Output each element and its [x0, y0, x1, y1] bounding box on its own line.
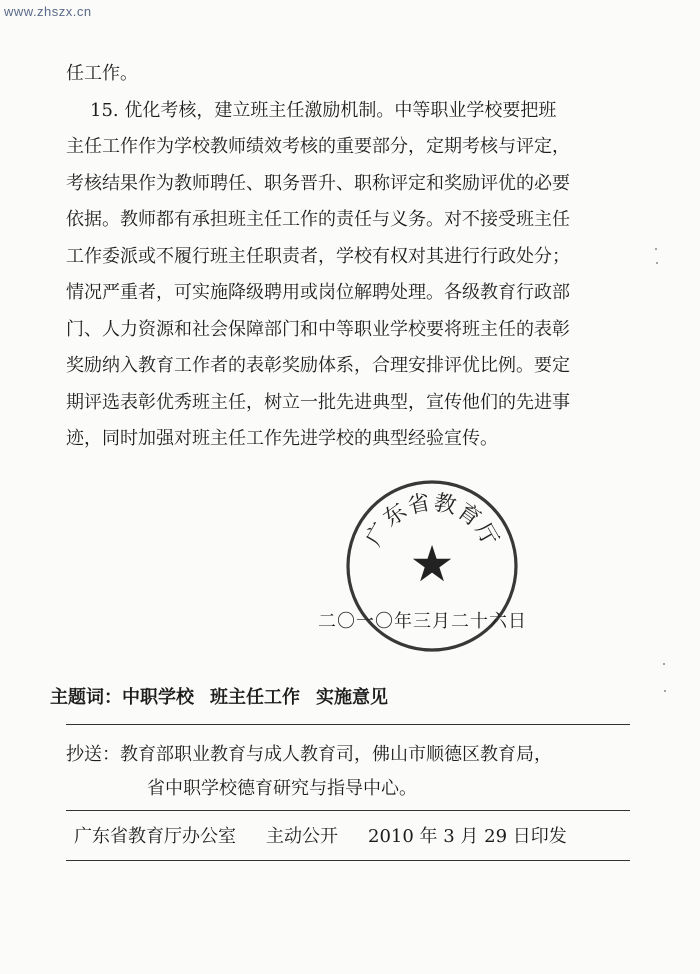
body-line: 考核结果作为教师聘任、职务晋升、职称评定和奖励评优的必要 [66, 172, 570, 194]
divider [66, 810, 630, 811]
body-line: 门、人力资源和社会保障部门和中等职业学校要将班主任的表彰 [66, 318, 570, 340]
body-line: 15. 优化考核，建立班主任激励机制。中等职业学校要把班 [90, 99, 557, 121]
official-seal [344, 478, 520, 654]
body-line: 迹，同时加强对班主任工作先进学校的典型经验宣传。 [66, 428, 498, 449]
keyword: 中职学校 [122, 687, 194, 708]
keyword: 实施意见 [316, 687, 388, 708]
keywords-label: 主题词： [50, 687, 122, 708]
body-line: 奖励纳入教育工作者的表彰奖励体系，合理安排评优比例。要定 [66, 355, 570, 376]
seal-character: 厅 [469, 518, 503, 551]
seal-star-icon: ★ [409, 535, 455, 593]
document-body [66, 56, 646, 458]
body-line: 主任工作作为学校教师绩效考核的重要部分，定期考核与评定， [66, 136, 570, 157]
body-line: 任工作。 [66, 63, 138, 84]
seal-character: 教 [431, 490, 459, 520]
body-line: 情况严重者，可实施降级聘用或岗位解聘处理。各级教育行政部 [66, 282, 570, 303]
cc-recipients: 省中职学校德育研究与指导中心。 [147, 778, 417, 799]
cc-recipients: 教育部职业教育与成人教育司，佛山市顺德区教育局， [120, 744, 552, 765]
keyword: 班主任工作 [210, 687, 300, 708]
body-line: 工作委派或不履行班主任职责者，学校有权对其进行行政处分； [66, 245, 570, 267]
divider [66, 860, 630, 861]
seal-character: 广 [361, 518, 395, 551]
subject-keywords [50, 683, 388, 709]
seal-character: 东 [379, 498, 412, 532]
cc-block [66, 738, 646, 806]
print-date: 2010 年 3 月 29 日印发 [368, 826, 567, 847]
cc-label: 抄送： [66, 744, 120, 765]
disclosure-type: 主动公开 [266, 826, 338, 847]
seal-character: 育 [452, 498, 485, 532]
issuing-office: 广东省教育厅办公室 [74, 826, 236, 847]
divider [66, 724, 630, 725]
body-line: 依据。教师都有承担班主任工作的责任与义务。对不接受班主任 [66, 209, 570, 230]
watermark-url: www.zhszx.cn [4, 4, 92, 19]
footer [74, 822, 567, 848]
issue-date: 二〇一〇年三月二十六日 [318, 611, 527, 632]
body-line: 期评选表彰优秀班主任，树立一批先进典型，宣传他们的先进事 [66, 391, 570, 413]
seal-character: 省 [405, 490, 433, 520]
